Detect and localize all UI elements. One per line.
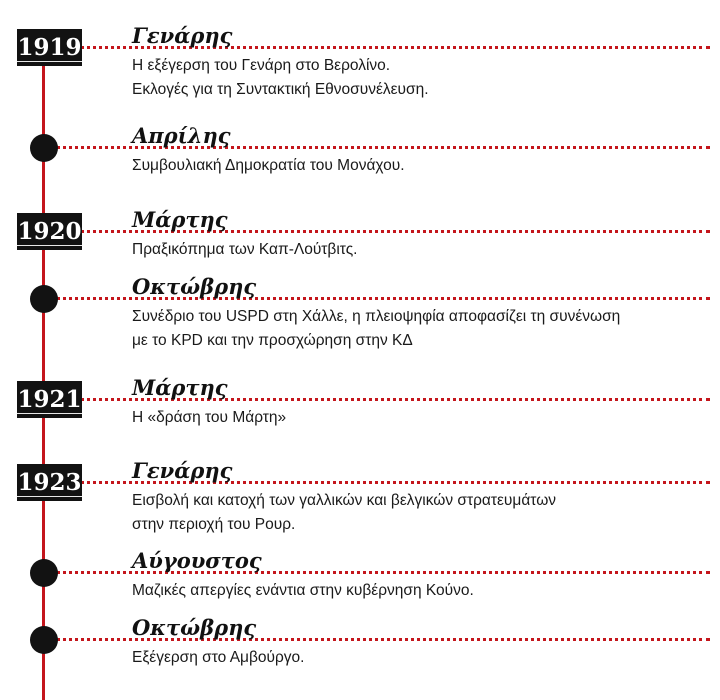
dot-marker [30,626,58,654]
month-label: Γενάρης [132,23,233,48]
event-description [132,489,692,537]
timeline-axis [42,30,45,700]
month-label: Οκτώβρης [132,274,257,299]
event-line: Η «δράση του Μάρτη» [132,409,287,426]
event-description [132,579,692,603]
event-line: Η εξέγερση του Γενάρη στο Βερολίνο. [132,57,391,74]
event-description [132,154,692,178]
event-line: Πραξικόπημα των Καπ-Λούτβιτς. [132,241,358,258]
year-marker: 1923 [17,464,82,501]
event-line: στην περιοχή του Ρουρ. [132,516,296,533]
dot-marker [30,559,58,587]
month-label: Γενάρης [132,458,233,483]
dot-marker [30,134,58,162]
event-line: Εισβολή και κατοχή των γαλλικών και βελγικών στρατευμάτων [132,492,557,509]
year-marker: 1921 [17,381,82,418]
month-label: Οκτώβρης [132,615,257,640]
event-description [132,305,692,353]
event-line: Εξέγερση στο Αμβούργο. [132,649,305,666]
event-line: με το KPD και την προσχώρηση στην ΚΔ [132,332,413,349]
year-marker: 1920 [17,213,82,250]
year-marker: 1919 [17,29,82,66]
dot-marker [30,285,58,313]
event-description [132,54,692,102]
event-line: Εκλογές για τη Συντακτική Εθνοσυνέλευση. [132,81,429,98]
event-description [132,406,692,430]
event-line: Συμβουλιακή Δημοκρατία του Μονάχου. [132,157,405,174]
event-description [132,238,692,262]
month-label: Μάρτης [132,207,228,232]
event-description [132,646,692,670]
month-label: Μάρτης [132,375,228,400]
event-line: Μαζικές απεργίες ενάντια στην κυβέρνηση Κούνο. [132,582,474,599]
month-label: Αύγουστος [132,548,262,573]
event-line: Συνέδριο του USPD στη Χάλλε, η πλειοψηφία αποφασίζει τη συνένωση [132,308,621,325]
month-label: Απρίλης [132,123,231,148]
